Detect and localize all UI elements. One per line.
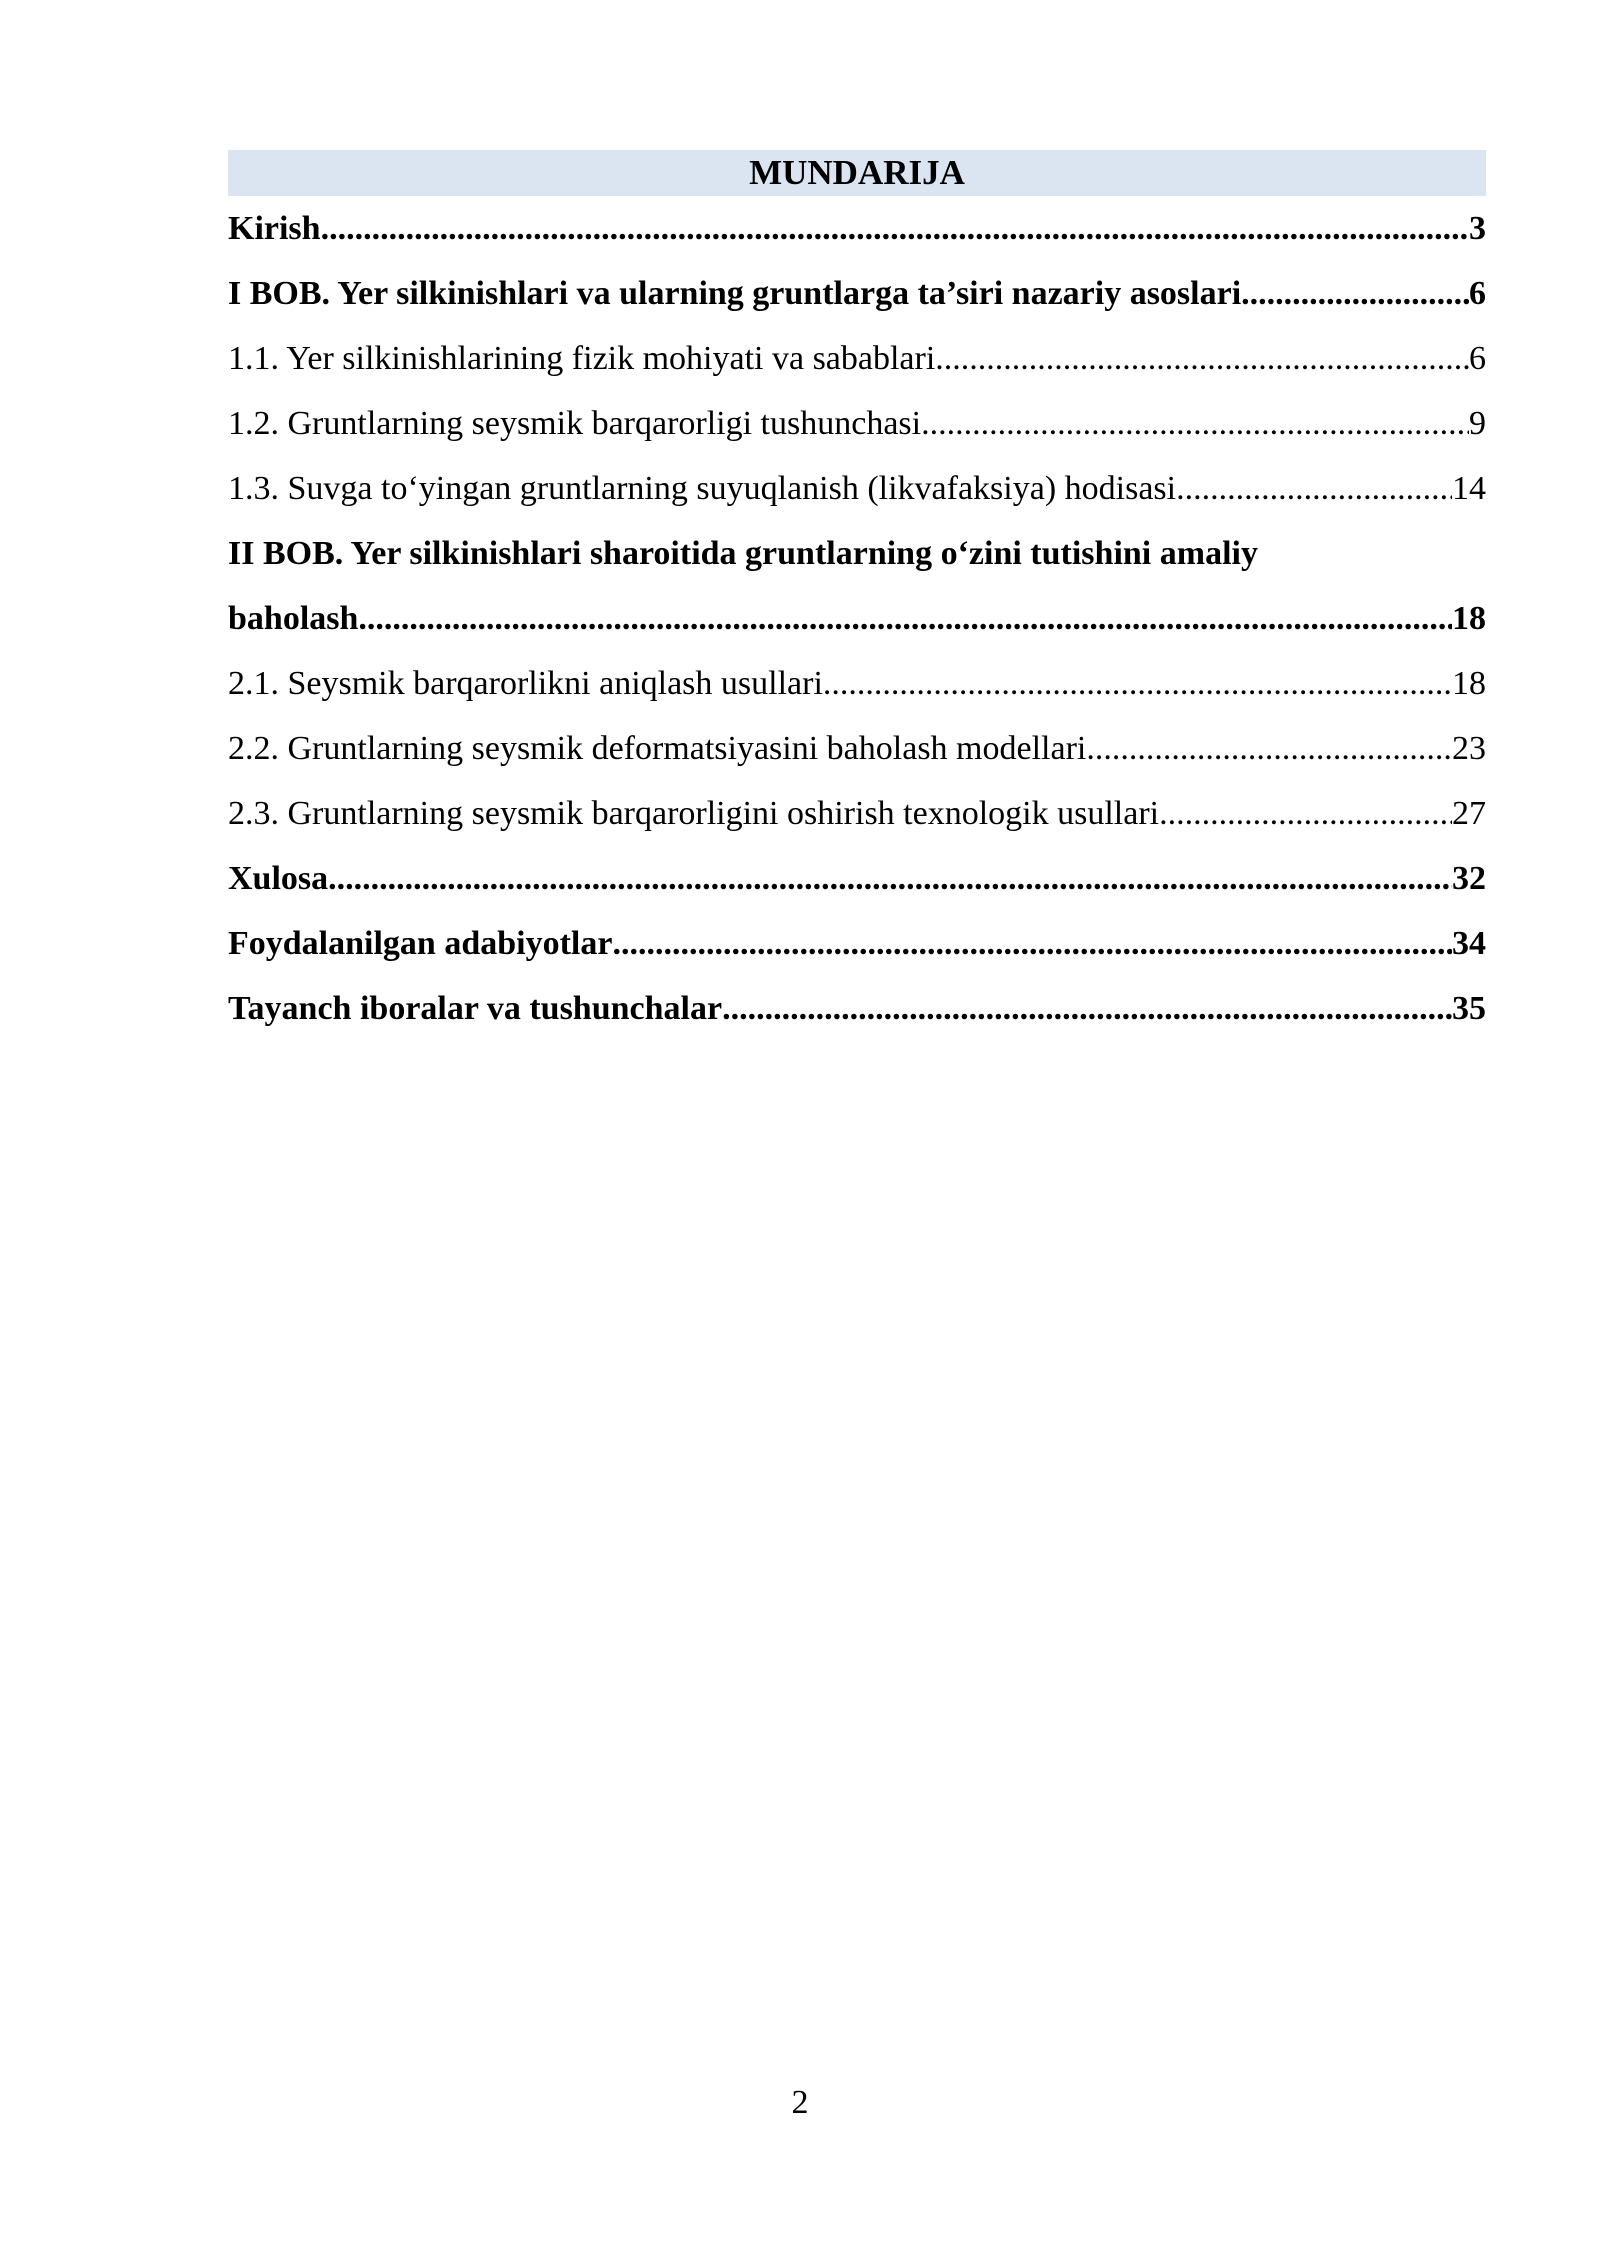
toc-entry-chapter-1[interactable] [228,261,1486,326]
toc-entry-text: 1.3. Suvga to‘yingan gruntlarning suyuqlanish (likvafaksiya) hodisasi [228,470,1177,507]
toc-entry-page: 34 [1452,925,1486,962]
toc-leader-dots [1241,261,1469,326]
toc-entry-page: 3 [1469,210,1486,247]
toc-entry-text: Kirish [228,210,321,247]
toc-leader-dots [612,911,1452,976]
toc-entry-page: 18 [1452,600,1486,637]
toc-leader-dots [823,651,1452,716]
toc-entry-page: 23 [1452,730,1486,767]
table-of-contents [228,150,1486,1041]
toc-entry-section-1-2[interactable] [228,391,1486,456]
toc-title: MUNDARIJA [228,150,1486,196]
page-number: 2 [791,2084,809,2121]
toc-entry-section-1-3[interactable] [228,456,1486,521]
toc-entry-section-1-1[interactable] [228,326,1486,391]
toc-entry-text: 2.2. Gruntlarning seysmik deformatsiyasini baholash modellari [228,730,1087,767]
toc-entry-page: 35 [1452,990,1486,1027]
toc-leader-dots [1159,781,1452,846]
toc-entry-section-2-1[interactable] [228,651,1486,716]
toc-entry-page: 32 [1452,860,1486,897]
toc-leader-dots [328,846,1452,911]
toc-leader-dots [722,976,1452,1041]
toc-entry-text: 2.3. Gruntlarning seysmik barqarorligini oshirish texnologik usullari [228,795,1160,832]
toc-entry-section-2-2[interactable] [228,716,1486,781]
toc-entry-text: 2.1. Seysmik barqarorlikni aniqlash usullari [228,665,823,702]
toc-entry-text: Foydalanilgan adabiyotlar [228,925,613,962]
toc-entry-text: 1.1. Yer silkinishlarining fizik mohiyati va sabablari [228,340,936,377]
toc-entry-page: 14 [1452,470,1486,507]
toc-entry-xulosa[interactable] [228,846,1486,911]
toc-entry-text: baholash [228,600,359,637]
toc-entry-page: 27 [1452,795,1486,832]
toc-entry-text: I BOB. Yer silkinishlari va ularning gruntlarga ta’siri nazariy asoslari [228,275,1242,312]
toc-leader-dots [1086,716,1452,781]
toc-entry-chapter-2-first-line[interactable]: II BOB. Yer silkinishlari sharoitida gruntlarning o‘zini tutishini amaliy [228,535,1258,572]
toc-entry-text: Tayanch iboralar va tushunchalar [228,990,723,1027]
toc-entry-text: 1.2. Gruntlarning seysmik barqarorligi tushunchasi [228,405,922,442]
toc-entry-section-2-3[interactable] [228,781,1486,846]
toc-entry-page: 6 [1469,275,1486,312]
toc-entry-page: 6 [1469,340,1486,377]
toc-entry-page: 18 [1452,665,1486,702]
toc-entry-page: 9 [1469,405,1486,442]
toc-leader-dots [321,196,1469,261]
toc-list [228,196,1486,1041]
toc-entry-text: Xulosa [228,860,329,897]
toc-leader-dots [358,586,1452,651]
toc-entry-references[interactable] [228,911,1486,976]
toc-leader-dots [935,326,1469,391]
toc-entry-kirish[interactable] [228,196,1486,261]
toc-entry-chapter-2[interactable] [228,586,1486,651]
toc-leader-dots [921,391,1469,456]
toc-entry-glossary[interactable] [228,976,1486,1041]
toc-leader-dots [1176,456,1452,521]
